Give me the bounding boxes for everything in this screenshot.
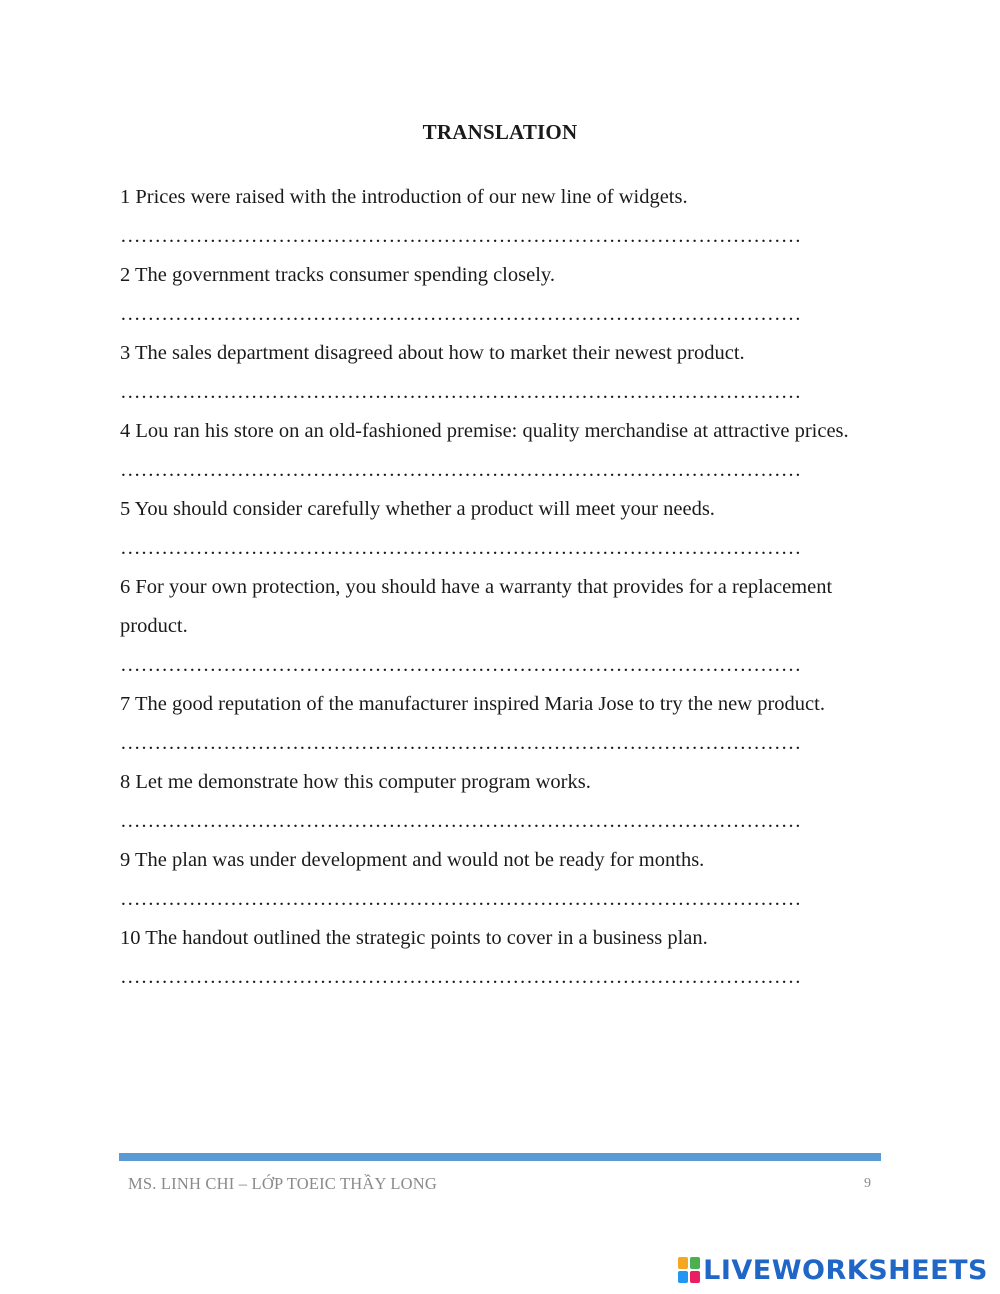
- logo-block: [690, 1257, 700, 1269]
- question-text: 2 The government tracks consumer spending closely.: [120, 264, 555, 286]
- answer-line[interactable]: ………………………………………………………………………………………: [120, 537, 802, 559]
- answer-line[interactable]: ………………………………………………………………………………………: [120, 225, 802, 247]
- question-item-1: [120, 178, 870, 256]
- question-text: 9 The plan was under development and would not be ready for months.: [120, 849, 705, 871]
- question-item-9: [120, 841, 870, 919]
- answer-line[interactable]: ………………………………………………………………………………………: [120, 810, 802, 832]
- question-item-4: [120, 412, 870, 490]
- answer-line[interactable]: ………………………………………………………………………………………: [120, 459, 802, 481]
- question-item-7: [120, 685, 870, 763]
- question-text: 7 The good reputation of the manufacturer inspired Maria Jose to try the new product.: [120, 693, 825, 715]
- question-item-5: [120, 490, 870, 568]
- question-list: [120, 178, 870, 997]
- logo-block: [690, 1271, 700, 1283]
- liveworksheets-brand[interactable]: [678, 1253, 988, 1287]
- question-text: 3 The sales department disagreed about how to market their newest product.: [120, 342, 745, 364]
- page-title: TRANSLATION: [422, 120, 578, 144]
- question-text: 1 Prices were raised with the introduction of our new line of widgets.: [120, 186, 688, 208]
- question-text: 5 You should consider carefully whether a product will meet your needs.: [120, 498, 715, 520]
- logo-block: [678, 1257, 688, 1269]
- answer-line[interactable]: ………………………………………………………………………………………: [120, 732, 802, 754]
- question-item-10: [120, 919, 870, 997]
- question-text: 10 The handout outlined the strategic points to cover in a business plan.: [120, 927, 708, 949]
- question-item-3: [120, 334, 870, 412]
- footer-author: MS. LINH CHI – LỚP TOEIC THẦY LONG: [128, 1174, 437, 1193]
- answer-line[interactable]: ………………………………………………………………………………………: [120, 381, 802, 403]
- question-text: 6 For your own protection, you should have a warranty that provides for a replacement product.: [120, 576, 833, 637]
- brand-name: LIVEWORKSHEETS: [703, 1254, 988, 1286]
- question-item-8: [120, 763, 870, 841]
- liveworksheets-logo-icon: [678, 1257, 700, 1283]
- answer-line[interactable]: ………………………………………………………………………………………: [120, 654, 802, 676]
- logo-block: [678, 1271, 688, 1283]
- question-text: 8 Let me demonstrate how this computer program works.: [120, 771, 591, 793]
- answer-line[interactable]: ………………………………………………………………………………………: [120, 966, 802, 988]
- answer-line[interactable]: ………………………………………………………………………………………: [120, 303, 802, 325]
- answer-line[interactable]: ………………………………………………………………………………………: [120, 888, 802, 910]
- question-item-6: [120, 568, 870, 685]
- footer-divider: [119, 1153, 881, 1161]
- question-item-2: [120, 256, 870, 334]
- question-text: 4 Lou ran his store on an old-fashioned premise: quality merchandise at attractive prices.: [120, 420, 849, 442]
- page-number: 9: [864, 1176, 871, 1191]
